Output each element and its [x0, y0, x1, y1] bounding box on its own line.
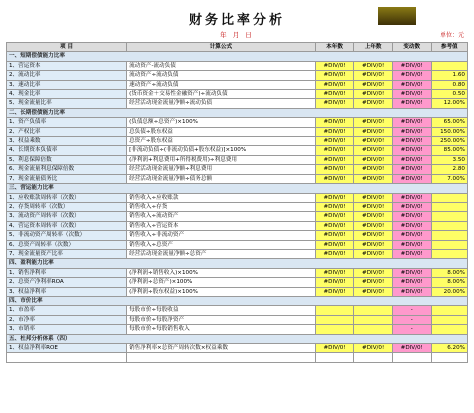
sheet-title: 财务比率分析 — [188, 13, 285, 28]
change-cell[interactable]: - — [392, 325, 431, 334]
table-row — [7, 118, 468, 127]
formula-cell[interactable]: 销售收入÷非流动资产 — [127, 231, 316, 240]
formula-cell[interactable]: 速动资产÷流动负债 — [127, 80, 316, 89]
item-name-cell[interactable]: 5、利息保障倍数 — [7, 155, 127, 164]
previous-year-cell[interactable]: #DIV/0! — [354, 71, 393, 80]
column-header: 参考值 — [431, 43, 467, 52]
table-row — [7, 268, 468, 277]
reference-value-cell[interactable]: 20.00% — [431, 287, 467, 296]
item-name-cell[interactable]: 1、应收账款周转率（次数） — [7, 193, 127, 202]
table-row — [7, 90, 468, 99]
previous-year-cell[interactable]: #DIV/0! — [354, 80, 393, 89]
table-row — [7, 344, 468, 353]
table-row — [7, 193, 468, 202]
table-row — [7, 155, 468, 164]
current-year-cell[interactable]: #DIV/0! — [315, 231, 354, 240]
change-cell[interactable]: #DIV/0! — [392, 146, 431, 155]
formula-cell[interactable]: 经营活动现金流量净额÷债务总额 — [127, 174, 316, 183]
formula-cell[interactable]: (净利润÷股东权益)×100% — [127, 287, 316, 296]
current-year-cell[interactable]: #DIV/0! — [315, 287, 354, 296]
spreadsheet — [6, 6, 468, 406]
table-row — [7, 306, 468, 315]
item-name-cell[interactable]: 1、市盈率 — [7, 306, 127, 315]
table-row — [7, 137, 468, 146]
table-row — [7, 278, 468, 287]
change-cell[interactable]: #DIV/0! — [392, 71, 431, 80]
table-row — [7, 249, 468, 258]
table-row — [7, 287, 468, 296]
current-year-cell[interactable]: #DIV/0! — [315, 344, 354, 353]
previous-year-cell[interactable] — [354, 325, 393, 334]
item-name-cell[interactable]: 7、现金流量债务比 — [7, 174, 127, 183]
previous-year-cell[interactable]: #DIV/0! — [354, 202, 393, 211]
reference-value-cell[interactable]: 150.00% — [431, 127, 467, 136]
empty-cell[interactable] — [315, 353, 354, 362]
section-title-cell[interactable]: 三、营运能力比率 — [7, 184, 468, 193]
formula-cell[interactable]: 流动资产÷流动负债 — [127, 71, 316, 80]
section-row — [7, 52, 468, 61]
reference-value-cell[interactable] — [431, 325, 467, 334]
report-date: 年 月 日 — [220, 31, 254, 39]
reference-value-cell[interactable]: 7.00% — [431, 174, 467, 183]
item-name-cell[interactable]: 1、营运资本 — [7, 61, 127, 70]
item-name-cell[interactable]: 4、营运资本周转率（次数） — [7, 221, 127, 230]
reference-value-cell[interactable]: 12.00% — [431, 99, 467, 108]
section-row — [7, 334, 468, 343]
previous-year-cell[interactable]: #DIV/0! — [354, 212, 393, 221]
item-name-cell[interactable]: 2、市净率 — [7, 315, 127, 324]
change-cell[interactable]: #DIV/0! — [392, 137, 431, 146]
previous-year-cell[interactable]: #DIV/0! — [354, 268, 393, 277]
item-name-cell[interactable]: 3、流动资产周转率（次数） — [7, 212, 127, 221]
reference-value-cell[interactable]: 0.50 — [431, 90, 467, 99]
empty-cell[interactable] — [127, 353, 316, 362]
reference-value-cell[interactable] — [431, 61, 467, 70]
column-header: 变动数 — [392, 43, 431, 52]
current-year-cell[interactable]: #DIV/0! — [315, 127, 354, 136]
previous-year-cell[interactable]: #DIV/0! — [354, 118, 393, 127]
table-row — [7, 174, 468, 183]
change-cell[interactable]: #DIV/0! — [392, 268, 431, 277]
previous-year-cell[interactable]: #DIV/0! — [354, 249, 393, 258]
reference-value-cell[interactable] — [431, 306, 467, 315]
reference-value-cell[interactable] — [431, 212, 467, 221]
table-row — [7, 80, 468, 89]
previous-year-cell[interactable]: #DIV/0! — [354, 61, 393, 70]
formula-cell[interactable]: 销售收入÷流动资产 — [127, 212, 316, 221]
change-cell[interactable]: #DIV/0! — [392, 80, 431, 89]
table-row — [7, 231, 468, 240]
item-name-cell[interactable]: 1、销售净利率 — [7, 268, 127, 277]
column-header: 项 目 — [7, 43, 127, 52]
empty-cell[interactable] — [431, 353, 467, 362]
table-row — [7, 71, 468, 80]
item-name-cell[interactable]: 5、非流动资产周转率（次数） — [7, 231, 127, 240]
change-cell[interactable]: #DIV/0! — [392, 165, 431, 174]
change-cell[interactable]: #DIV/0! — [392, 212, 431, 221]
current-year-cell[interactable]: #DIV/0! — [315, 99, 354, 108]
current-year-cell[interactable]: #DIV/0! — [315, 278, 354, 287]
formula-cell[interactable]: 经营活动现金流量净额÷利息费用 — [127, 165, 316, 174]
table-row — [7, 240, 468, 249]
current-year-cell[interactable]: #DIV/0! — [315, 249, 354, 258]
section-title-cell[interactable]: 二、长期偿债能力比率 — [7, 108, 468, 117]
item-name-cell[interactable]: 2、产权比率 — [7, 127, 127, 136]
blank-row — [7, 353, 468, 362]
formula-cell[interactable]: 销售净利率×总资产周转次数×权益乘数 — [127, 344, 316, 353]
empty-cell[interactable] — [7, 353, 127, 362]
previous-year-cell[interactable] — [354, 315, 393, 324]
previous-year-cell[interactable]: #DIV/0! — [354, 193, 393, 202]
previous-year-cell[interactable]: #DIV/0! — [354, 137, 393, 146]
table-row — [7, 221, 468, 230]
previous-year-cell[interactable]: #DIV/0! — [354, 287, 393, 296]
empty-cell[interactable] — [354, 353, 393, 362]
change-cell[interactable]: - — [392, 315, 431, 324]
change-cell[interactable]: #DIV/0! — [392, 202, 431, 211]
formula-cell[interactable]: 每股市价÷每股销售收入 — [127, 325, 316, 334]
current-year-cell[interactable] — [315, 315, 354, 324]
change-cell[interactable]: #DIV/0! — [392, 155, 431, 164]
table-row — [7, 202, 468, 211]
column-header: 本年数 — [315, 43, 354, 52]
unit-label: 单位：元 — [439, 32, 464, 39]
change-cell[interactable]: #DIV/0! — [392, 174, 431, 183]
reference-value-cell[interactable]: 6.20% — [431, 344, 467, 353]
formula-cell[interactable]: (净利润+利息费用+所得税费用)÷利息费用 — [127, 155, 316, 164]
formula-cell[interactable]: 销售收入÷营运资本 — [127, 221, 316, 230]
change-cell[interactable]: #DIV/0! — [392, 61, 431, 70]
change-cell[interactable]: #DIV/0! — [392, 240, 431, 249]
change-cell[interactable]: #DIV/0! — [392, 249, 431, 258]
change-cell[interactable]: #DIV/0! — [392, 344, 431, 353]
table-body — [7, 52, 468, 362]
table-row — [7, 146, 468, 155]
change-cell[interactable]: #DIV/0! — [392, 127, 431, 136]
section-row — [7, 259, 468, 268]
section-row — [7, 108, 468, 117]
formula-cell[interactable]: (负债总额÷总资产)×100% — [127, 118, 316, 127]
item-name-cell[interactable]: 1、资产负债率 — [7, 118, 127, 127]
reference-value-cell[interactable] — [431, 231, 467, 240]
reference-value-cell[interactable]: 2.80 — [431, 165, 467, 174]
previous-year-cell[interactable]: #DIV/0! — [354, 99, 393, 108]
formula-cell[interactable]: 总负债÷股东权益 — [127, 127, 316, 136]
previous-year-cell[interactable]: #DIV/0! — [354, 231, 393, 240]
table-row — [7, 212, 468, 221]
reference-value-cell[interactable]: 0.80 — [431, 80, 467, 89]
current-year-cell[interactable]: #DIV/0! — [315, 202, 354, 211]
current-year-cell[interactable]: #DIV/0! — [315, 146, 354, 155]
item-name-cell[interactable]: 3、权益乘数 — [7, 137, 127, 146]
section-row — [7, 296, 468, 305]
current-year-cell[interactable]: #DIV/0! — [315, 90, 354, 99]
change-cell[interactable]: #DIV/0! — [392, 118, 431, 127]
item-name-cell[interactable]: 1、权益净利率ROE — [7, 344, 127, 353]
change-cell[interactable]: #DIV/0! — [392, 221, 431, 230]
formula-cell[interactable]: 总资产÷股东权益 — [127, 137, 316, 146]
item-name-cell[interactable]: 3、权益净利率 — [7, 287, 127, 296]
reference-value-cell[interactable]: 250.00% — [431, 137, 467, 146]
current-year-cell[interactable]: #DIV/0! — [315, 268, 354, 277]
item-name-cell[interactable]: 4、长期资本负债率 — [7, 146, 127, 155]
current-year-cell[interactable]: #DIV/0! — [315, 155, 354, 164]
logo-image — [378, 7, 416, 25]
item-name-cell[interactable]: 3、市销率 — [7, 325, 127, 334]
current-year-cell[interactable]: #DIV/0! — [315, 221, 354, 230]
item-name-cell[interactable]: 3、速动比率 — [7, 80, 127, 89]
reference-value-cell[interactable] — [431, 221, 467, 230]
current-year-cell[interactable] — [315, 325, 354, 334]
table-row — [7, 325, 468, 334]
change-cell[interactable]: #DIV/0! — [392, 278, 431, 287]
formula-cell[interactable]: (净利润÷总资产)×100% — [127, 278, 316, 287]
previous-year-cell[interactable]: #DIV/0! — [354, 165, 393, 174]
previous-year-cell[interactable]: #DIV/0! — [354, 155, 393, 164]
table-row — [7, 127, 468, 136]
current-year-cell[interactable]: #DIV/0! — [315, 137, 354, 146]
previous-year-cell[interactable]: #DIV/0! — [354, 344, 393, 353]
table-row — [7, 99, 468, 108]
reference-value-cell[interactable]: 65.00% — [431, 118, 467, 127]
reference-value-cell[interactable] — [431, 193, 467, 202]
title-row — [6, 6, 468, 28]
formula-cell[interactable]: 每股市价÷每股净资产 — [127, 315, 316, 324]
current-year-cell[interactable]: #DIV/0! — [315, 212, 354, 221]
reference-value-cell[interactable] — [431, 315, 467, 324]
formula-cell[interactable]: 经营活动现金流量净额÷流动负债 — [127, 99, 316, 108]
table-header-row — [7, 43, 468, 52]
reference-value-cell[interactable] — [431, 202, 467, 211]
ratio-table — [6, 42, 468, 363]
previous-year-cell[interactable]: #DIV/0! — [354, 90, 393, 99]
current-year-cell[interactable]: #DIV/0! — [315, 193, 354, 202]
current-year-cell[interactable]: #DIV/0! — [315, 165, 354, 174]
reference-value-cell[interactable]: 85.00% — [431, 146, 467, 155]
reference-value-cell[interactable]: 3.50 — [431, 155, 467, 164]
reference-value-cell[interactable]: 8.00% — [431, 268, 467, 277]
current-year-cell[interactable]: #DIV/0! — [315, 174, 354, 183]
formula-cell[interactable]: 销售收入÷总资产 — [127, 240, 316, 249]
previous-year-cell[interactable]: #DIV/0! — [354, 240, 393, 249]
reference-value-cell[interactable]: 1.60 — [431, 71, 467, 80]
formula-cell[interactable]: 销售收入÷存货 — [127, 202, 316, 211]
previous-year-cell[interactable]: #DIV/0! — [354, 127, 393, 136]
item-name-cell[interactable]: 2、流动比率 — [7, 71, 127, 80]
current-year-cell[interactable]: #DIV/0! — [315, 80, 354, 89]
change-cell[interactable]: #DIV/0! — [392, 90, 431, 99]
item-name-cell[interactable]: 2、存货周转率（次数） — [7, 202, 127, 211]
previous-year-cell[interactable]: #DIV/0! — [354, 174, 393, 183]
section-title-cell[interactable]: 四、盈利能力比率 — [7, 259, 468, 268]
previous-year-cell[interactable]: #DIV/0! — [354, 221, 393, 230]
item-name-cell[interactable]: 7、现金流量资产比率 — [7, 249, 127, 258]
item-name-cell[interactable]: 5、现金流量比率 — [7, 99, 127, 108]
formula-cell[interactable]: (货币资金＋交易性金融资产)÷流动负债 — [127, 90, 316, 99]
item-name-cell[interactable]: 6、总资产周转率（次数） — [7, 240, 127, 249]
change-cell[interactable]: #DIV/0! — [392, 193, 431, 202]
change-cell[interactable]: #DIV/0! — [392, 231, 431, 240]
formula-cell[interactable]: [非流动负债÷(非流动负债+股东权益)]×100% — [127, 146, 316, 155]
reference-value-cell[interactable] — [431, 240, 467, 249]
current-year-cell[interactable]: #DIV/0! — [315, 71, 354, 80]
column-header: 上年数 — [354, 43, 393, 52]
current-year-cell[interactable]: #DIV/0! — [315, 118, 354, 127]
current-year-cell[interactable]: #DIV/0! — [315, 61, 354, 70]
table-row — [7, 61, 468, 70]
section-title-cell[interactable]: 一、短期偿债能力比率 — [7, 52, 468, 61]
formula-cell[interactable]: 流动资产-流动负债 — [127, 61, 316, 70]
formula-cell[interactable]: 销售收入÷应收账款 — [127, 193, 316, 202]
current-year-cell[interactable]: #DIV/0! — [315, 240, 354, 249]
formula-cell[interactable]: 经营活动现金流量净额÷总资产 — [127, 249, 316, 258]
table-row — [7, 315, 468, 324]
item-name-cell[interactable]: 4、现金比率 — [7, 90, 127, 99]
previous-year-cell[interactable]: #DIV/0! — [354, 146, 393, 155]
current-year-cell[interactable] — [315, 306, 354, 315]
section-title-cell[interactable]: 五、杜邦分析体系（四） — [7, 334, 468, 343]
change-cell[interactable]: #DIV/0! — [392, 287, 431, 296]
item-name-cell[interactable]: 2、总资产净利率ROA — [7, 278, 127, 287]
change-cell[interactable]: - — [392, 306, 431, 315]
formula-cell[interactable]: 每股市价÷每股收益 — [127, 306, 316, 315]
column-header: 计算公式 — [127, 43, 316, 52]
empty-cell[interactable] — [392, 353, 431, 362]
previous-year-cell[interactable]: #DIV/0! — [354, 278, 393, 287]
previous-year-cell[interactable] — [354, 306, 393, 315]
date-row — [6, 28, 468, 42]
section-row — [7, 184, 468, 193]
section-title-cell[interactable]: 四、市价比率 — [7, 296, 468, 305]
change-cell[interactable]: #DIV/0! — [392, 99, 431, 108]
table-row — [7, 165, 468, 174]
formula-cell[interactable]: (净利润÷销售收入)×100% — [127, 268, 316, 277]
reference-value-cell[interactable] — [431, 249, 467, 258]
item-name-cell[interactable]: 6、现金流量利息保障倍数 — [7, 165, 127, 174]
reference-value-cell[interactable]: 8.00% — [431, 278, 467, 287]
